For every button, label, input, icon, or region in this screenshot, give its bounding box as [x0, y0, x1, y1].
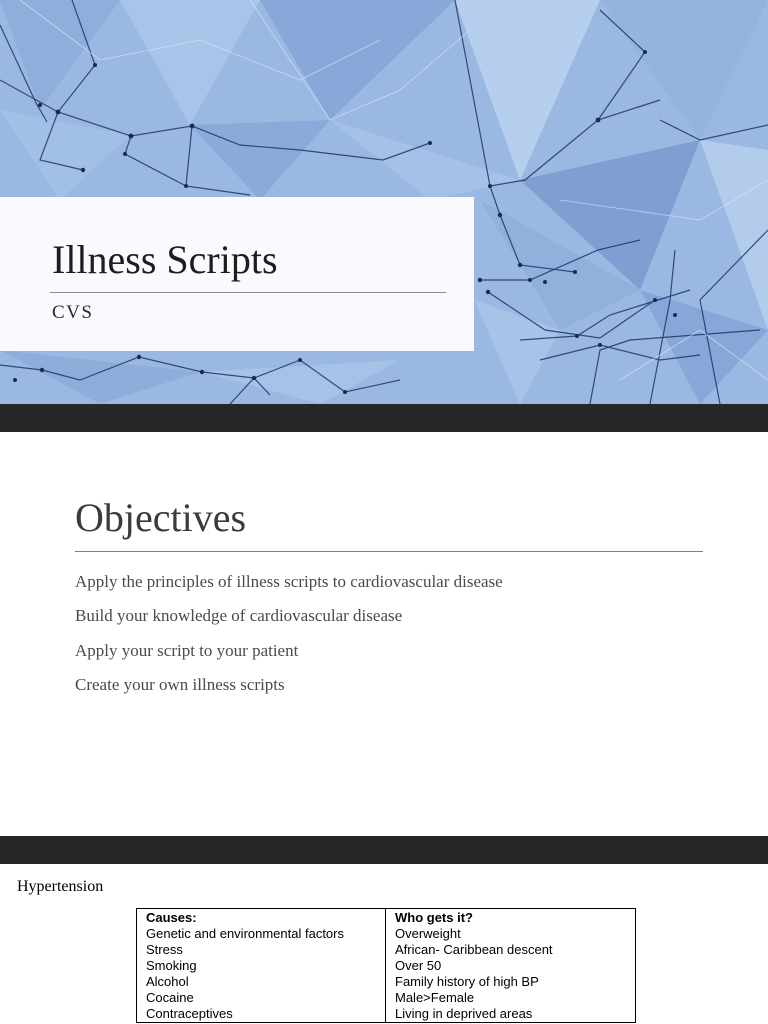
risk-group-item: African- Caribbean descent — [395, 942, 553, 957]
causes-cell — [137, 909, 386, 1023]
objective-item: Apply your script to your patient — [75, 640, 299, 660]
risk-group-item: Male>Female — [395, 990, 475, 1005]
causes-header: Causes: — [146, 910, 197, 925]
slide-separator-top — [0, 404, 768, 432]
slide-separator-bottom — [0, 836, 768, 864]
cause-item: Smoking — [146, 958, 197, 973]
hypertension-table — [136, 908, 636, 1023]
risk-group-item: Over 50 — [395, 958, 442, 973]
slide-subtitle: CVS — [52, 302, 94, 323]
who-gets-it-cell — [386, 909, 636, 1023]
risk-group-item: Overweight — [395, 926, 461, 941]
title-divider — [50, 292, 446, 293]
objective-item: Apply the principles of illness scripts to cardiovascular disease — [75, 572, 503, 591]
cause-item: Stress — [146, 942, 183, 957]
objectives-divider — [75, 551, 703, 552]
objectives-heading: Objectives — [75, 495, 247, 540]
cause-item: Genetic and environmental factors — [146, 926, 344, 941]
slide-title: Illness Scripts — [52, 237, 278, 282]
objectives-list — [75, 569, 503, 706]
who-gets-it-header: Who gets it? — [395, 910, 473, 925]
risk-group-item: Family history of high BP — [395, 974, 539, 989]
cause-item: Alcohol — [146, 974, 189, 989]
title-slide — [0, 0, 768, 404]
table-row — [137, 909, 636, 1023]
objective-item: Build your knowledge of cardiovascular disease — [75, 606, 403, 626]
risk-group-item: Living in deprived areas — [395, 1006, 533, 1021]
cause-item: Cocaine — [146, 990, 194, 1005]
cause-item: Contraceptives — [146, 1006, 233, 1021]
objective-item: Create your own illness scripts — [75, 674, 285, 694]
hypertension-heading: Hypertension — [17, 878, 104, 895]
